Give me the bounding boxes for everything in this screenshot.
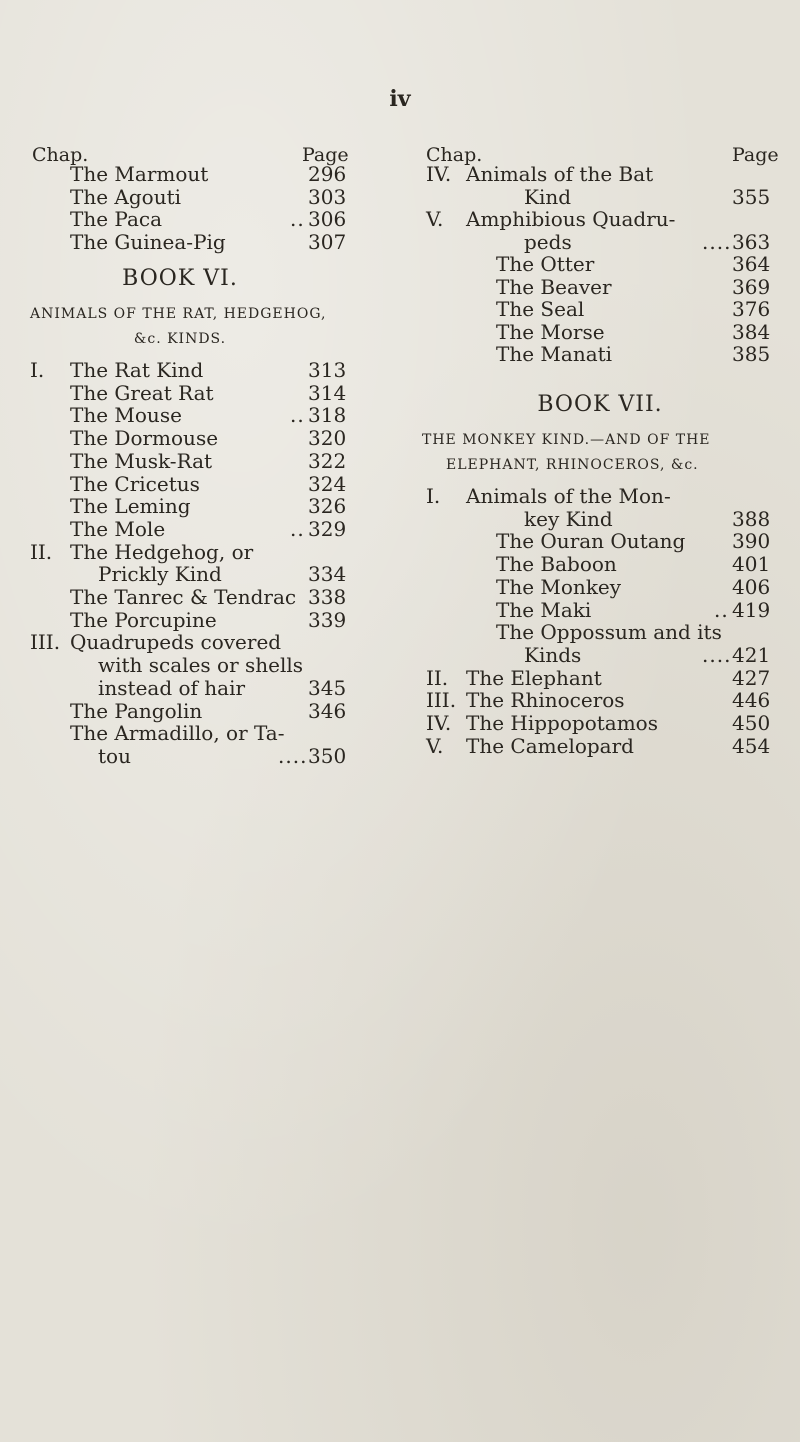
toc-entry-title: The Oppossum and its [496, 620, 722, 645]
toc-entry-leader: .... [702, 229, 732, 254]
right-book-title: BOOK VII. [537, 392, 663, 417]
toc-entry-page: 320 [308, 426, 347, 451]
toc-entry-title: Kinds [524, 642, 582, 667]
toc-entry-page: 346 [308, 698, 347, 723]
right-book-subtitle-1: THE MONKEY KIND.—AND OF THE [422, 432, 711, 448]
toc-entry-title: The Tanrec & Tendrac [70, 585, 297, 609]
toc-entry-page: 314 [308, 380, 347, 405]
toc-entry-page: 406 [732, 574, 771, 599]
toc-entry-page: 446 [732, 688, 771, 713]
toc-entry-title: The Monkey [496, 574, 622, 599]
toc-entry-title: The Paca [70, 207, 163, 231]
toc-entry-numeral: IV. [426, 711, 452, 735]
toc-entry-title: Animals of the Bat [466, 162, 654, 186]
toc-entry-title: The Great Rat [70, 380, 214, 405]
toc-entry-title: The Morse [496, 319, 605, 344]
toc-entry-page: 318 [308, 403, 347, 428]
toc-entry-title: Amphibious Quadru- [466, 207, 676, 231]
toc-entry-title: Quadrupeds covered [70, 630, 282, 655]
toc-entry-title: The Marmout [70, 162, 209, 186]
toc-entry-page: 450 [732, 711, 771, 735]
toc-entry-page: 376 [732, 297, 771, 321]
toc-entry-title: tou [98, 743, 131, 768]
toc-entry-leader: .. [714, 597, 729, 622]
toc-entry-page: 390 [732, 529, 771, 554]
toc-entry-title: The Guinea-Pig [70, 229, 226, 254]
toc-entry-title: instead of hair [98, 675, 246, 700]
toc-entry-page: 355 [732, 184, 771, 209]
page-number: iv [389, 86, 411, 112]
toc-entry-page: 385 [732, 342, 771, 366]
left-book-title: BOOK VI. [122, 266, 238, 291]
toc-entry-page: 384 [732, 319, 771, 344]
toc-entry-page: 401 [732, 552, 771, 577]
toc-entry-title: The Agouti [70, 184, 182, 209]
toc-entry-page: 363 [732, 229, 771, 254]
toc-entry-page: 427 [732, 665, 771, 690]
toc-entry-page: 421 [732, 642, 771, 667]
toc-entry-numeral: I. [30, 358, 45, 382]
toc-entry-title: The Armadillo, or Ta- [70, 721, 285, 746]
toc-entry-title: Prickly Kind [98, 562, 222, 587]
toc-entry-title: The Baboon [496, 552, 617, 577]
toc-entry-title: The Musk-Rat [70, 448, 213, 473]
toc-entry-page: 334 [308, 562, 347, 587]
toc-entry-page: 339 [308, 607, 347, 632]
toc-entry-title: The Mole [70, 516, 166, 541]
toc-entry-title: The Rhinoceros [466, 688, 625, 713]
toc-entry-title: The Manati [496, 342, 613, 366]
left-page-header: Page [302, 144, 349, 166]
toc-entry-title: Kind [524, 184, 572, 209]
toc-entry-leader: .. [290, 516, 305, 541]
toc-entry-title: The Camelopard [466, 733, 634, 758]
toc-entry-page: 324 [308, 471, 347, 496]
toc-entry-title: key Kind [524, 506, 613, 531]
toc-entry-numeral: III. [426, 688, 457, 713]
toc-entry-title: The Cricetus [70, 471, 200, 496]
toc-entry-title: The Otter [496, 252, 595, 276]
toc-entry-numeral: V. [426, 207, 444, 231]
toc-entry-leader: .... [702, 642, 732, 667]
toc-entry-title: with scales or shells [98, 653, 304, 678]
toc-entry-title: The Mouse [70, 403, 182, 428]
toc-entry-title: The Rat Kind [70, 358, 204, 382]
toc-entry-numeral: V. [426, 733, 444, 758]
toc-entry-title: Animals of the Mon- [466, 484, 671, 508]
toc-entry-title: The Dormouse [70, 426, 219, 451]
toc-entry-page: 313 [308, 358, 347, 382]
toc-entry-leader: .... [278, 743, 308, 768]
toc-entry-page: 303 [308, 184, 347, 209]
toc-entry-page: 388 [732, 506, 771, 531]
toc-entry-title: The Hedgehog, or [70, 539, 254, 564]
toc-entry-title: The Leming [70, 494, 191, 519]
left-book-subtitle-2: &c. KINDS. [133, 331, 227, 347]
toc-entry-page: 350 [308, 743, 347, 768]
toc-entry-page: 369 [732, 274, 771, 299]
toc-entry-title: The Maki [496, 597, 592, 622]
toc-entry-leader: .. [290, 207, 305, 231]
toc-entry-page: 296 [308, 162, 347, 186]
toc-entry-title: The Ouran Outang [496, 529, 686, 554]
toc-entry-numeral: I. [426, 484, 441, 508]
right-book-subtitle-2: ELEPHANT, RHINOCEROS, &c. [446, 457, 699, 473]
toc-entry-page: 364 [732, 252, 771, 276]
toc-entry-title: peds [524, 229, 572, 254]
toc-entry-title: The Seal [496, 297, 585, 321]
left-book-subtitle-1: ANIMALS OF THE RAT, HEDGEHOG, [30, 306, 327, 322]
right-page-header: Page [732, 144, 779, 166]
toc-entry-page: 326 [308, 494, 347, 519]
toc-entry-title: The Elephant [466, 665, 602, 690]
toc-entry-numeral: IV. [426, 162, 452, 186]
toc-entry-numeral: II. [30, 539, 53, 564]
toc-entry-title: The Beaver [496, 274, 612, 299]
toc-entry-numeral: II. [426, 665, 449, 690]
toc-entry-page: 329 [308, 516, 347, 541]
toc-entry-page: 454 [732, 733, 771, 758]
toc-entry-title: The Porcupine [70, 607, 217, 632]
toc-entry-page: 322 [308, 448, 347, 473]
left-chap-header: Chap. [32, 144, 89, 166]
toc-entry-page: 345 [308, 675, 347, 700]
toc-entry-leader: .. [290, 403, 305, 428]
toc-entry-page: 307 [308, 229, 347, 254]
toc-entry-numeral: III. [30, 630, 61, 655]
toc-entry-title: The Pangolin [70, 698, 203, 723]
toc-entry-page: 338 [308, 585, 347, 609]
toc-entry-page: 419 [732, 597, 771, 622]
right-chap-header: Chap. [426, 144, 483, 166]
toc-entry-page: 306 [308, 207, 347, 231]
toc-entry-title: The Hippopotamos [466, 711, 658, 735]
